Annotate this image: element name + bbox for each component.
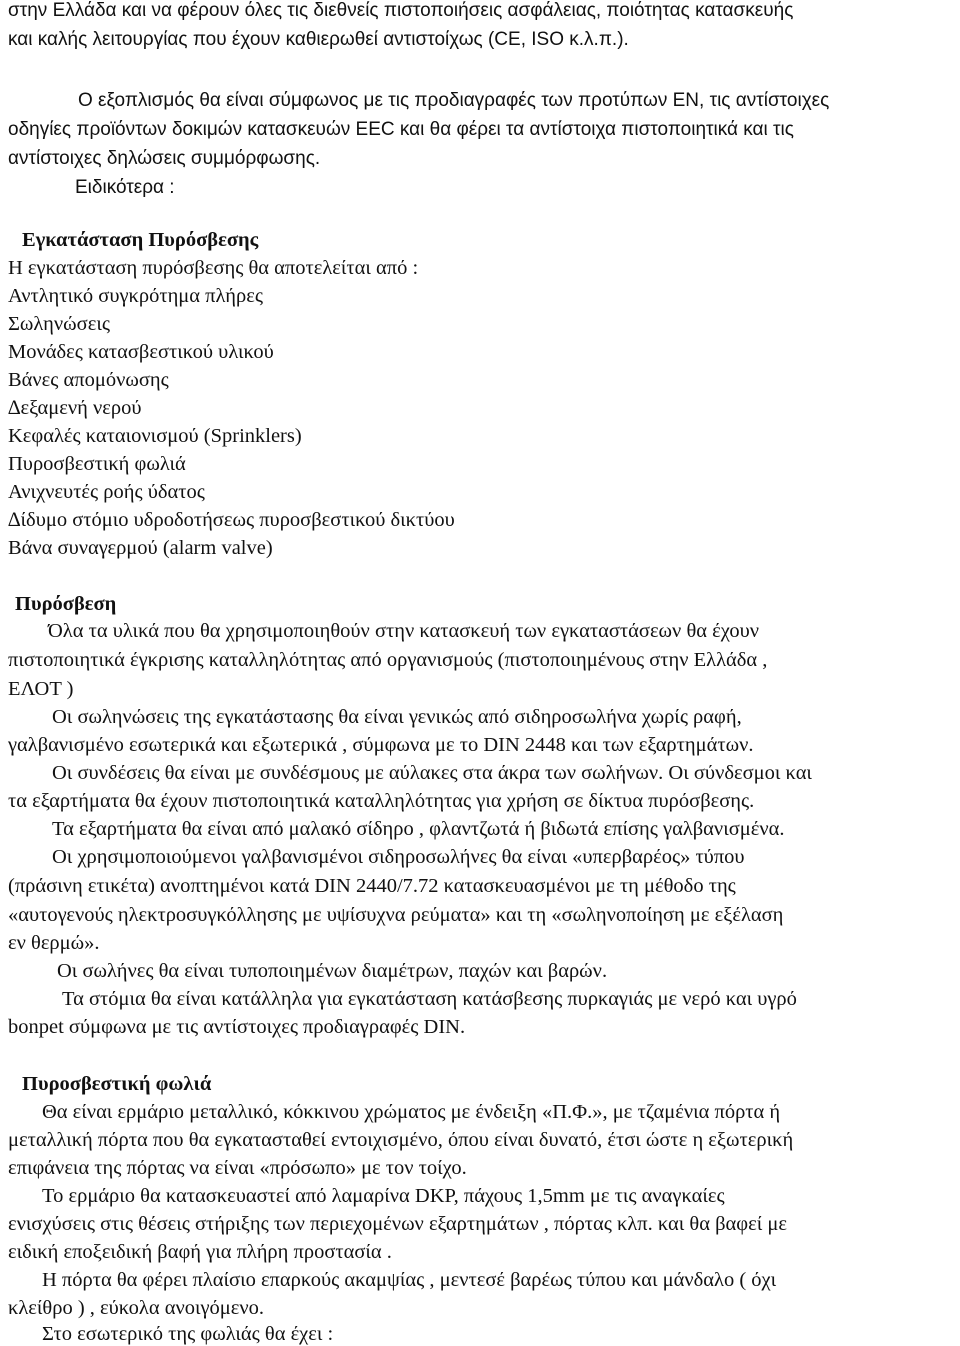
firefighting-p6-line-1: Οι σωλήνες θα είναι τυποποιημένων διαμέτρων, παχών και βαρών. [57, 960, 608, 982]
firefighting-heading: Πυρόσβεση [15, 593, 117, 615]
list-item: Αντλητικό συγκρότημα πλήρες [8, 285, 263, 307]
list-item: Βάνες απομόνωσης [8, 369, 169, 391]
hosebox-p1-line-1: Θα είναι ερμάριο μεταλλικό, κόκκινου χρώματος με ένδειξη «Π.Φ.», με τζαμένια πόρτα ή [42, 1101, 781, 1123]
firefighting-p3-line-2: τα εξαρτήματα θα έχουν πιστοποιητικά καταλληλότητας για χρήση σε δίκτυα πυρόσβεσης. [8, 790, 755, 812]
installation-heading: Εγκατάσταση Πυρόσβεσης [22, 229, 259, 251]
specifically-label: Ειδικότερα : [75, 177, 175, 198]
hosebox-p1-line-3: επιφάνεια της πόρτας να είναι «πρόσωπο» με τον τοίχο. [8, 1157, 467, 1179]
intro-line-1: στην Ελλάδα και να φέρουν όλες τις διεθνείς πιστοποιήσεις ασφάλειας, ποιότητας κατασκευής [8, 0, 794, 21]
list-item: Σωληνώσεις [8, 313, 110, 335]
firefighting-p5-line-4: εν θερμώ». [8, 932, 100, 954]
intro-line-5: αντίστοιχες δηλώσεις συμμόρφωσης. [8, 148, 321, 169]
firefighting-p7-line-2: bonpet σύμφωνα με τις αντίστοιχες προδιαγραφές DIN. [8, 1016, 466, 1038]
firefighting-p1-line-3: ΕΛΟΤ ) [8, 678, 74, 700]
list-item: Κεφαλές καταιονισμού (Sprinklers) [8, 425, 302, 447]
firefighting-p3-line-1: Οι συνδέσεις θα είναι με συνδέσμους με αύλακες στα άκρα των σωλήνων. Οι σύνδεσμοι και [52, 762, 812, 784]
hosebox-p4-line-1: Στο εσωτερικό της φωλιάς θα έχει : [42, 1323, 334, 1345]
hosebox-heading: Πυροσβεστική φωλιά [22, 1073, 212, 1095]
list-item: ∆εξαμενή νερού [8, 397, 142, 419]
installation-lead: Η εγκατάσταση πυρόσβεσης θα αποτελείται από : [8, 257, 419, 279]
hosebox-p3-line-2: κλείθρο ) , εύκολα ανοιγόμενο. [8, 1297, 265, 1319]
firefighting-p5-line-2: (πράσινη ετικέτα) ανοπτημένοι κατά DIN 2440/7.72 κατασκευασμένοι με τη μέθοδο της [8, 875, 736, 897]
hosebox-p2-line-3: ειδική εποξειδική βαφή για πλήρη προστασία . [8, 1241, 392, 1263]
firefighting-p5-line-3: «αυτογενούς ηλεκτροσυγκόλλησης με υψίσυχνα ρεύματα» και τη «σωληνοποίηση με εξέλαση [8, 904, 784, 926]
hosebox-p1-line-2: μεταλλική πόρτα που θα εγκατασταθεί εντοιχισμένο, όπου είναι δυνατό, έτσι ώστε η εξωτερική [8, 1129, 794, 1151]
list-item: Βάνα συναγερμού (alarm valve) [8, 537, 273, 559]
intro-line-4: οδηγίες προϊόντων δοκιμών κατασκευών ΕΕC και θα φέρει τα αντίστοιχα πιστοποιητικά και τις [8, 119, 794, 140]
intro-line-3: Ο εξοπλισμός θα είναι σύμφωνος με τις προδιαγραφές των προτύπων ΕΝ, τις αντίστοιχες [78, 90, 830, 111]
list-item: ∆ίδυμο στόμιο υδροδοτήσεως πυροσβεστικού δικτύου [8, 509, 455, 531]
list-item: Πυροσβεστική φωλιά [8, 453, 186, 475]
list-item: Μονάδες κατασβεστικού υλικού [8, 341, 274, 363]
list-item: Ανιχνευτές ροής ύδατος [8, 481, 205, 503]
firefighting-p5-line-1: Οι χρησιμοποιούμενοι γαλβανισμένοι σιδηροσωλήνες θα είναι «υπερβαρέος» τύπου [52, 846, 745, 868]
hosebox-p2-line-1: Το ερμάριο θα κατασκευαστεί από λαμαρίνα DKP, πάχους 1,5mm με τις αναγκαίες [42, 1185, 725, 1207]
firefighting-p4-line-1: Τα εξαρτήματα θα είναι από μαλακό σίδηρο , φλαντζωτά ή βιδωτά επίσης γαλβανισμένα. [52, 818, 785, 840]
firefighting-p1-line-1: Όλα τα υλικά που θα χρησιμοποιηθούν στην κατασκευή των εγκαταστάσεων θα έχουν [48, 620, 760, 642]
intro-line-2: και καλής λειτουργίας που έχουν καθιερωθεί αντιστοίχως (CE, ISO κ.λ.π.). [8, 29, 629, 50]
hosebox-p3-line-1: Η πόρτα θα φέρει πλαίσιο επαρκούς ακαμψίας , μεντεσέ βαρέως τύπου και μάνδαλο ( όχι [42, 1269, 777, 1291]
firefighting-p2-line-1: Οι σωληνώσεις της εγκατάστασης θα είναι γενικώς από σιδηροσωλήνα χωρίς ραφή, [52, 706, 742, 728]
firefighting-p2-line-2: γαλβανισμένο εσωτερικά και εξωτερικά , σύμφωνα με το DIN 2448 και των εξαρτημάτων. [8, 734, 754, 756]
hosebox-p2-line-2: ενισχύσεις στις θέσεις στήριξης των περιεχομένων εξαρτημάτων , πόρτας κλπ. και θα βαφεί με [8, 1213, 787, 1235]
firefighting-p1-line-2: πιστοποιητικά έγκρισης καταλληλότητας από οργανισμούς (πιστοποιημένους στην Ελλάδα , [8, 649, 768, 671]
firefighting-p7-line-1: Τα στόμια θα είναι κατάλληλα για εγκατάσταση κατάσβεσης πυρκαγιάς με νερό και υγρό [62, 988, 797, 1010]
